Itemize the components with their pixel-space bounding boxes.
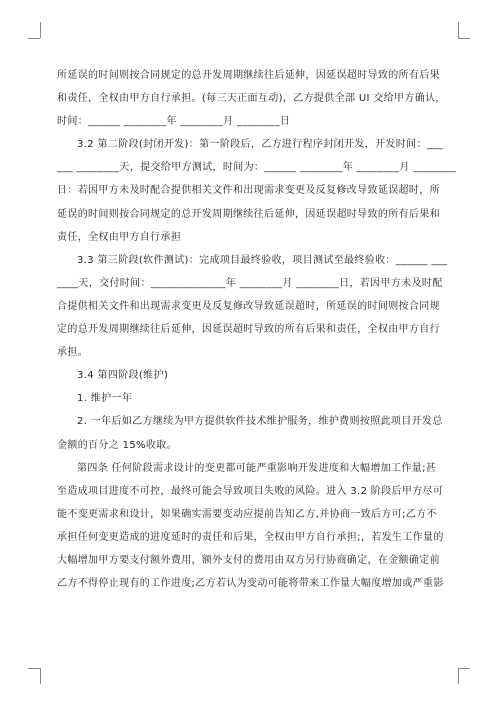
text-line: 定的总开发周期继续往后延伸，因延误超时导致的所有后果和责任，全权由甲方自行 [57,324,440,336]
text-line: 金额的百分之 15%收取。 [57,439,177,451]
text-line: 1. 维护一年 [77,393,133,405]
text-line: 合提供相关文件和出现需求变更及反复修改导致延误超时，所延误的时间则按合同规 [57,300,440,312]
text-line: 3.2 第二阶段(封闭开发)：第一阶段后，乙方进行程序封闭开发，开发时间：___ [77,139,443,151]
text-line: 乙方不得停止现有的工作进度;乙方若认为变动可能将带来工作量大幅度增加或严重影 [57,578,444,590]
text-line: ___ ________天，提交给甲方测试，时间为：______ ________年 ________月 ________ [57,162,457,174]
crop-mark-top-left [28,38,40,39]
crop-mark-bottom-left [40,668,41,684]
text-line: 大幅增加甲方要支付额外费用，额外支付的费用由双方另行协商确定，在金额确定前 [57,554,440,566]
text-line: 延误的时间则按合同规定的总开发周期继续往后延伸，因延误超时导致的所有后果和 [57,208,440,220]
crop-mark-top-right [458,38,470,39]
text-line: 3.3 第三阶段(软件测试)：完成项目最终验收，项目测试至最终验收：______ ___ [77,254,448,266]
crop-mark-bottom-right [458,668,459,684]
text-line: 日：若因甲方未及时配合提供相关文件和出现需求变更及反复修改导致延误超时，所 [57,185,440,197]
text-line: 时间：______ ________年 ________月 ________日 [57,116,291,128]
text-line: 和责任，全权由甲方自行承担。(每三天正面互动)，乙方提供全部 UI 交给甲方确认， [57,93,446,105]
text-line: 至造成项目进度不可控，最终可能会导致项目失败的风险。进入 3.2 阶段后甲方尽可 [57,485,444,497]
crop-mark-bottom-left [28,668,40,669]
text-line: 承担任何变更造成的进度延时的责任和后果，全权由甲方自行承担;，若发生工作量的 [57,531,444,543]
text-line: 能不变更需求和设计，如果确实需要变动应提前告知乙方,并协商一致后方可;乙方不 [57,508,437,520]
crop-mark-top-right [458,22,459,38]
text-line: ____天，交付时间：______________年 ________月 ________日，若因甲方未及时配 [57,277,443,289]
document-body [57,64,457,595]
text-line: 承担。 [57,347,89,359]
text-line: 第四条 任何阶段需求设计的变更都可能严重影响开发进度和大幅增加工作量;甚 [77,462,437,474]
text-line: 3.4 第四阶段(维护) [77,370,169,382]
crop-mark-top-left [40,22,41,38]
text-line: 责任，全权由甲方自行承担 [57,231,182,243]
crop-mark-bottom-right [458,668,470,669]
text-line: 2. 一年后如乙方继续为甲方提供软件技术维护服务，维护费则按照此项目开发总 [77,416,443,428]
text-line: 所延误的时间则按合同规定的总开发周期继续往后延伸，因延误超时导致的所有后果 [57,70,440,81]
